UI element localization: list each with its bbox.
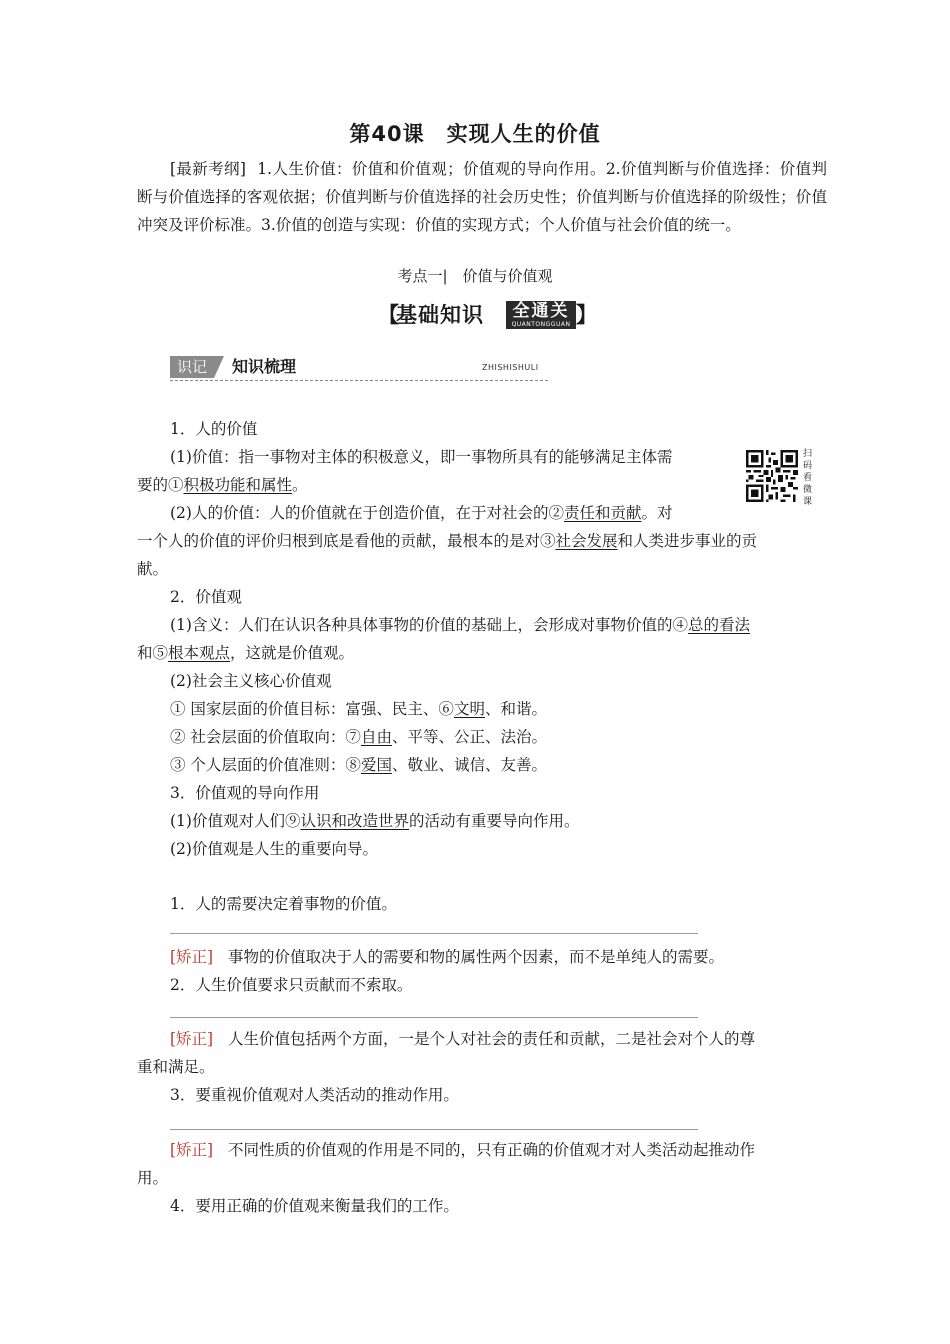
text-span: 的活动有重要导向作用。 bbox=[408, 812, 580, 830]
correction bbox=[170, 1136, 755, 1164]
fill-answer: 社会发展 bbox=[555, 532, 618, 550]
correction-text: 事物的价值取决于人的需要和物的属性两个因素，而不是单纯人的需要。 bbox=[228, 948, 725, 966]
syllabus-paragraph bbox=[137, 155, 827, 239]
fill-answer: 认识和改造世界 bbox=[300, 812, 409, 830]
text-line bbox=[170, 807, 580, 835]
text-line bbox=[170, 695, 547, 723]
heading-2: 2．价值观 bbox=[170, 588, 242, 606]
answer-line[interactable] bbox=[170, 1129, 698, 1130]
text-span: 一个人的价值的评价归根到底是看他的贡献，最根本的是对③ bbox=[137, 532, 556, 550]
lesson-title: 第40课 实现人生的价值 bbox=[349, 122, 601, 146]
correction-tag: [矫正] bbox=[170, 1030, 214, 1048]
kaodian-heading: 考点一| 价值与价值观 bbox=[397, 267, 553, 285]
correction-tag: [矫正] bbox=[170, 948, 214, 966]
fill-answer: 总的看法 bbox=[687, 616, 750, 634]
text-line bbox=[170, 723, 547, 751]
text-span: ，这就是价值观。 bbox=[230, 644, 355, 662]
text-span: 和人类进步事业的贡 bbox=[617, 532, 758, 550]
text-span: ① 国家层面的价值目标：富强、民主、⑥ bbox=[170, 700, 454, 718]
judgment-question: 3．要重视价值观对人类活动的推动作用。 bbox=[170, 1086, 459, 1104]
banner-tag bbox=[506, 301, 576, 329]
answer-line[interactable] bbox=[170, 1017, 698, 1018]
section-label-en: ZHISHISHULI bbox=[482, 363, 539, 372]
text-span: 要的① bbox=[137, 476, 184, 494]
answer-line[interactable] bbox=[170, 933, 698, 934]
text-span: 。对 bbox=[641, 504, 673, 522]
text-line: 献。 bbox=[137, 560, 169, 578]
text-span: (1)价值观对人们⑨ bbox=[170, 812, 301, 830]
text-span: 。 bbox=[292, 476, 308, 494]
correction-text-cont: 重和满足。 bbox=[137, 1058, 215, 1076]
section-header bbox=[170, 355, 550, 381]
fill-answer: 爱国 bbox=[360, 756, 392, 774]
text-line: (2)价值观是人生的重要向导。 bbox=[170, 840, 378, 858]
fill-answer: 根本观点 bbox=[168, 644, 231, 662]
qr-code-label: 扫码看微课 bbox=[803, 449, 813, 507]
text-span: (1)含义：人们在认识各种具体事物的价值的基础上，会形成对事物价值的④ bbox=[170, 616, 688, 634]
judgment-question: 1．人的需要决定着事物的价值。 bbox=[170, 895, 397, 913]
text-line bbox=[170, 751, 547, 779]
correction bbox=[170, 1025, 755, 1053]
fill-answer: 文明 bbox=[453, 700, 485, 718]
text-line: (2)社会主义核心价值观 bbox=[170, 672, 332, 690]
text-line: (1)价值：指一事物对主体的积极意义，即一事物所具有的能够满足主体需 bbox=[170, 448, 673, 466]
text-span: ② 社会层面的价值取向：⑦ bbox=[170, 728, 361, 746]
text-span: 、平等、公正、法治。 bbox=[391, 728, 547, 746]
section-box: 识记 bbox=[170, 356, 214, 378]
correction bbox=[170, 943, 724, 971]
text-span: 、和谐。 bbox=[484, 700, 547, 718]
section-slash bbox=[214, 356, 224, 378]
text-line bbox=[137, 639, 354, 667]
fill-answer: 责任和贡献 bbox=[563, 504, 642, 522]
section-rule bbox=[170, 380, 548, 381]
judgment-question: 4．要用正确的价值观来衡量我们的工作。 bbox=[170, 1197, 459, 1215]
syllabus-tag: [最新考纲] bbox=[170, 160, 246, 178]
correction-tag: [矫正] bbox=[170, 1141, 214, 1159]
text-span: (2)人的价值：人的价值就在于创造价值，在于对社会的② bbox=[170, 504, 564, 522]
heading-3: 3．价值观的导向作用 bbox=[170, 784, 320, 802]
qr-code-icon[interactable] bbox=[746, 450, 798, 502]
judgment-question: 2．人生价值要求只贡献而不索取。 bbox=[170, 976, 413, 994]
fill-answer: 自由 bbox=[360, 728, 392, 746]
text-span: 、敬业、诚信、友善。 bbox=[391, 756, 547, 774]
heading-1: 1．人的价值 bbox=[170, 420, 258, 438]
correction-text: 人生价值包括两个方面，一是个人对社会的责任和贡献，二是社会对个人的尊 bbox=[228, 1030, 756, 1048]
banner-bracket-right: 】 bbox=[576, 303, 597, 327]
banner-tag-cn: 全通关 bbox=[512, 301, 570, 321]
text-span: ③ 个人层面的价值准则：⑧ bbox=[170, 756, 361, 774]
syllabus-text: 1.人生价值：价值和价值观；价值观的导向作用。2.价值判断与价值选择：价值判断与价值选择的客观依据；价值判断与价值选择的社会历史性；价值判断与价值选择的阶级性；价值冲突及评价标准。3.价值的创造与实现：价值的实现方式；个人价值与社会价值的统一。 bbox=[137, 160, 827, 234]
correction-text: 不同性质的价值观的作用是不同的，只有正确的价值观才对人类活动起推动作 bbox=[228, 1141, 756, 1159]
text-line bbox=[137, 527, 757, 555]
text-line bbox=[170, 499, 673, 527]
banner-tag-en: QUANTONGGUAN bbox=[511, 321, 571, 328]
text-line bbox=[137, 471, 308, 499]
correction-text-cont: 用。 bbox=[137, 1169, 169, 1187]
section-label: 知识梳理 bbox=[232, 357, 297, 376]
basic-knowledge-banner bbox=[378, 300, 597, 330]
banner-bracket-left: 【 bbox=[378, 303, 399, 327]
text-line bbox=[170, 611, 750, 639]
banner-main-text: 基础知识 bbox=[396, 303, 484, 327]
text-span: 和⑤ bbox=[137, 644, 169, 662]
fill-answer: 积极功能和属性 bbox=[183, 476, 293, 494]
